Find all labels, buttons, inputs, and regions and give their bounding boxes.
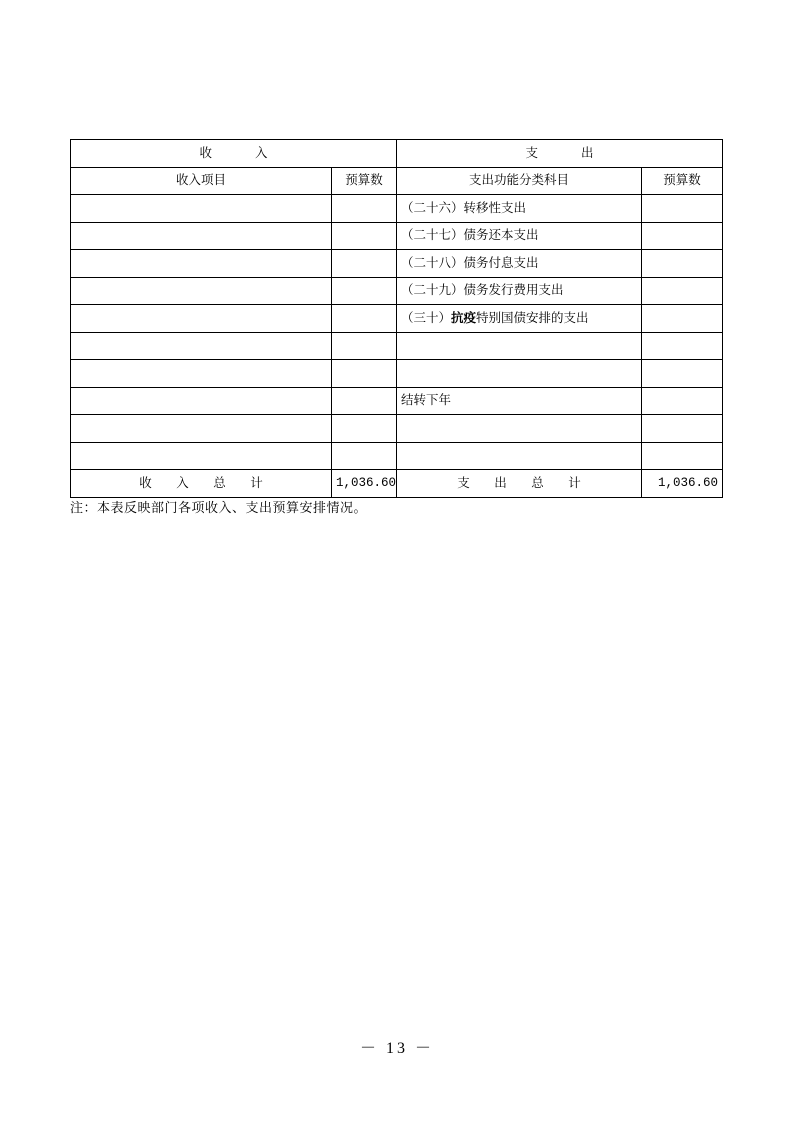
income-group-header: 收 入 — [71, 140, 397, 168]
expenditure-budget-cell — [642, 415, 723, 443]
expenditure-item-text: （三十） — [401, 310, 452, 325]
expenditure-item-cell — [397, 305, 642, 333]
income-budget-cell — [332, 250, 397, 278]
income-budget-cell — [332, 305, 397, 333]
expenditure-item-cell — [397, 442, 642, 470]
income-item-header: 收入项目 — [71, 167, 332, 195]
expenditure-item-cell — [397, 387, 642, 415]
expenditure-budget-cell — [642, 442, 723, 470]
income-budget-cell — [332, 222, 397, 250]
expenditure-item-text: 结转下年 — [401, 393, 452, 408]
table-row — [71, 442, 723, 470]
expenditure-item-tail: 特别国债安排的支出 — [476, 310, 589, 325]
expenditure-item-text: （二十六）转移性支出 — [401, 200, 527, 215]
income-budget-cell — [332, 387, 397, 415]
table-row — [71, 250, 723, 278]
expenditure-item-text: （二十七）债务还本支出 — [401, 228, 539, 243]
income-item-cell — [71, 305, 332, 333]
table-row — [71, 222, 723, 250]
income-budget-cell — [332, 277, 397, 305]
income-item-cell — [71, 222, 332, 250]
expenditure-group-header: 支 出 — [397, 140, 723, 168]
table-row — [71, 305, 723, 333]
expenditure-item-text: （二十八）债务付息支出 — [401, 255, 539, 270]
expenditure-budget-cell — [642, 222, 723, 250]
table-row — [71, 415, 723, 443]
budget-table-body — [71, 140, 723, 498]
income-item-cell — [71, 442, 332, 470]
table-row — [71, 277, 723, 305]
income-item-cell — [71, 250, 332, 278]
expenditure-item-emphasis: 抗疫 — [451, 310, 477, 325]
income-budget-cell — [332, 195, 397, 223]
expenditure-budget-cell — [642, 387, 723, 415]
expenditure-budget-cell — [642, 305, 723, 333]
income-budget-cell — [332, 415, 397, 443]
income-total-label: 收 入 总 计 — [71, 470, 332, 498]
expenditure-item-cell — [397, 222, 642, 250]
income-item-cell — [71, 360, 332, 388]
income-budget-cell — [332, 360, 397, 388]
budget-table — [70, 139, 723, 498]
expenditure-budget-header: 预算数 — [642, 167, 723, 195]
income-budget-cell — [332, 332, 397, 360]
expenditure-item-cell — [397, 415, 642, 443]
table-row — [71, 387, 723, 415]
expenditure-item-cell — [397, 360, 642, 388]
expenditure-budget-cell — [642, 250, 723, 278]
page-number: － 13 － — [359, 1040, 434, 1057]
income-item-cell — [71, 387, 332, 415]
table-row — [71, 360, 723, 388]
expenditure-budget-cell — [642, 277, 723, 305]
income-budget-cell — [332, 442, 397, 470]
table-group-header-row — [71, 140, 723, 168]
expenditure-item-cell — [397, 195, 642, 223]
expenditure-budget-cell — [642, 195, 723, 223]
expenditure-budget-cell — [642, 332, 723, 360]
table-row — [71, 332, 723, 360]
table-total-row — [71, 470, 723, 498]
income-item-cell — [71, 415, 332, 443]
income-total-value: 1,036.60 — [332, 470, 397, 498]
expenditure-item-header: 支出功能分类科目 — [397, 167, 642, 195]
income-budget-header: 预算数 — [332, 167, 397, 195]
income-item-cell — [71, 195, 332, 223]
expenditure-item-cell — [397, 277, 642, 305]
income-item-cell — [71, 332, 332, 360]
expenditure-total-label: 支 出 总 计 — [397, 470, 642, 498]
table-row — [71, 195, 723, 223]
expenditure-item-cell — [397, 332, 642, 360]
expenditure-item-cell — [397, 250, 642, 278]
expenditure-budget-cell — [642, 360, 723, 388]
income-item-cell — [71, 277, 332, 305]
table-column-header-row — [71, 167, 723, 195]
expenditure-item-text: （二十九）债务发行费用支出 — [401, 283, 564, 298]
expenditure-total-value: 1,036.60 — [642, 470, 723, 498]
table-note: 注：本表反映部门各项收入、支出预算安排情况。 — [70, 500, 368, 515]
